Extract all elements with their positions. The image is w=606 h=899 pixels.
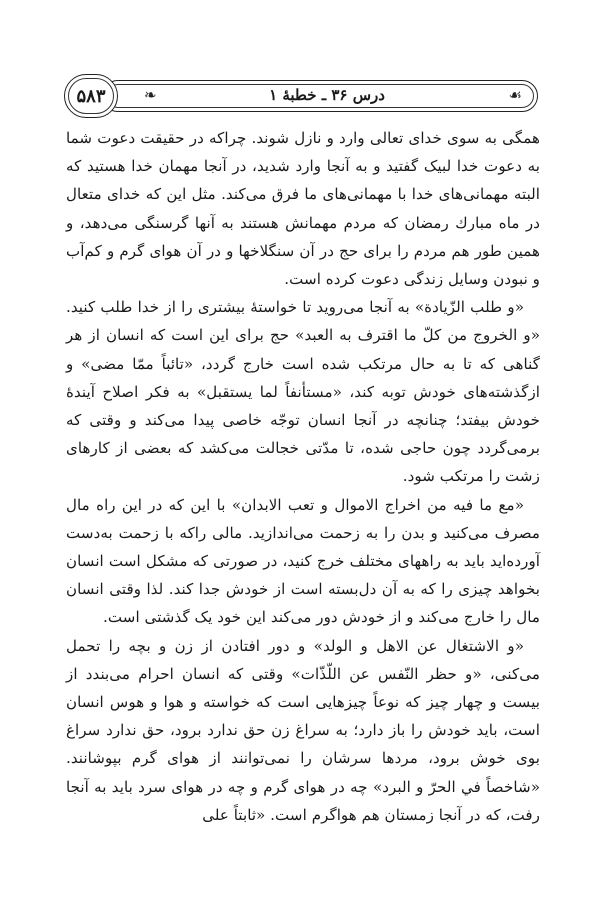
paragraph: «مع ما فيه من اخراج الاموال و تعب الابدان» با این که در این راه مال مصرف می‌کنید و بدن را به زحمت می‌اندازید. مالی راکه با زحمت به‌دست آورده‌اید باید به راههای مختلف خرج کنید، در صورتی که مشکل است انسان بخواهد چیزی را که به آن دل‌بسته است از خودش جدا کند. لذا وقتی انسان مال را خارج می‌کند و از خودش دور می‌کند این خود یک گذشتی است. [66, 495, 540, 627]
ornament-right-icon: ☙ [508, 86, 522, 104]
paragraph: «و الاشتغال عن الاهل و الولد» و دور افتادن از زن و بچه را تحمل می‌کنی، «و حظر النّفس عن اللّذّات» وقتی که انسان احرام می‌بندد از بیست و چهار چیز که نوعاً چیزهایی است که خواسته و هوا و هوس انسان است، باید خودش را باز دارد؛ به سراغ زن حق ندارد برود، حق ندارد سراغ بوی خوش برود، مردها سرشان را نمی‌توانند از هوای گرم بپوشانند. «شاخصاً في الحرّ و البرد» چه در هوای گرم و چه در هوای سرد باید به آنجا رفت، که در آنجا زمستان هم هواگرم است. «ثابتاً على [66, 636, 540, 824]
paragraph: همگی به سوی خدای تعالی وارد و نازل شوند. چراکه در حقیقت دعوت شما به دعوت خدا لبیک گفتید و به آنجا وارد شدید، در آنجا مهمان خدا هستید که البته مهمانی‌های خدا با مهمانی‌های ما فرق می‌کند. مثل این که خدای متعال در ماه مبارك رمضان که مردم مهمانش هستند به آنها گرسنگی می‌دهد، و همین طور هم مردم را برای حج در آن سنگلاخها و در آن هوای گرم و کم‌آب و نبودن وسایل زندگی دعوت کرده است. [66, 129, 540, 289]
ornament-left-icon: ❧ [144, 86, 157, 104]
page-number: ۵۸۳ [64, 74, 118, 118]
running-header [64, 74, 540, 118]
paragraph: «و طلب الزّيادة» به آنجا می‌روید تا خواستهٔ بیشتری را از خدا طلب کنید. «و الخروج من كلّ ما اقترف به العبد» حج برای این است که انسان از هر گناهی که تا به حال مرتکب شده است خارج گردد، «تائباً ممّا مضى» و ازگذشته‌های خودش توبه کند، «مستأنفاً لما يستقبل» به فکر اصلاح آیندهٔ خودش بیفتد؛ چنانچه در آنجا انسان توجّه خاصی پیدا می‌کند و وقتی که برمی‌گردد چون حاجی شده، تا مدّتی خجالت می‌کشد که بعضی از کارهای زشت را مرتکب شود. [66, 298, 540, 486]
body-text [66, 124, 540, 829]
running-title: درس ۳۶ ـ خطبهٔ ۱ [269, 86, 385, 104]
